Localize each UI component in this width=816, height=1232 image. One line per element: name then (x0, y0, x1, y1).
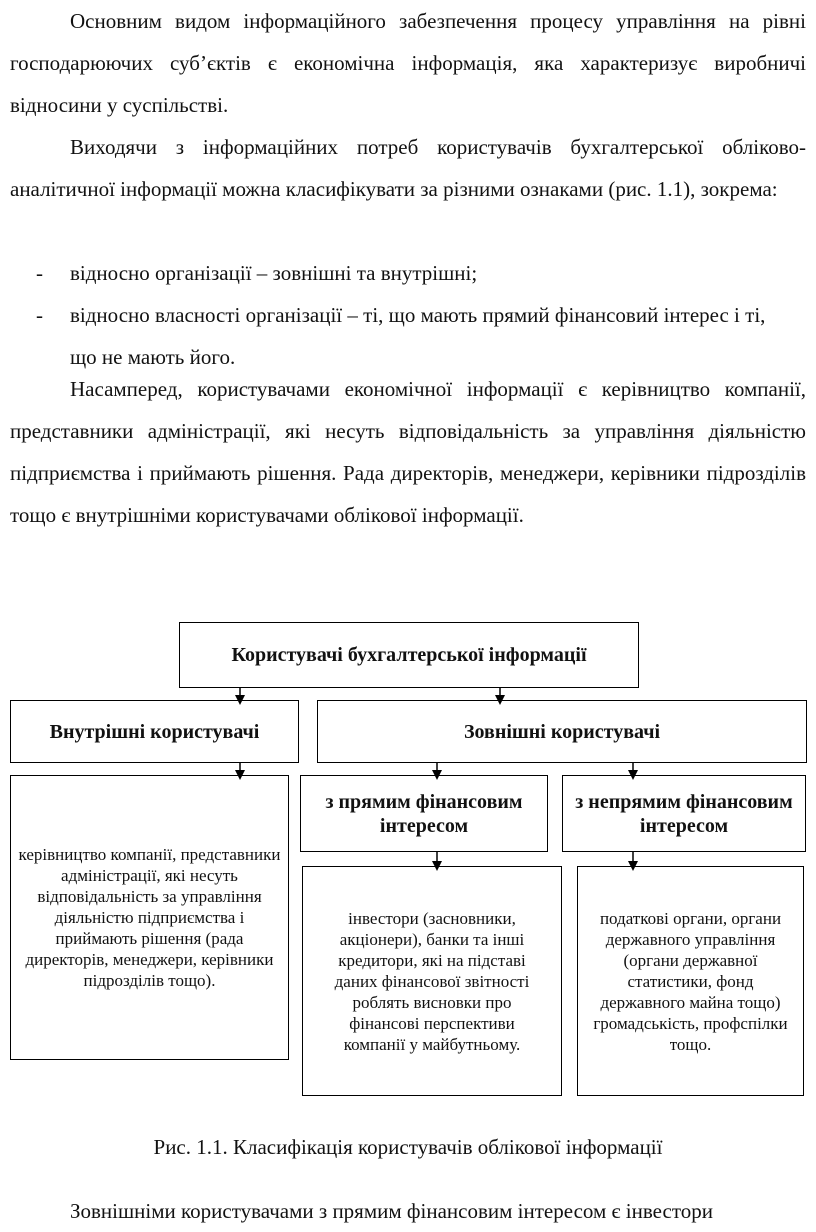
paragraph-4: Зовнішніми користувачами з прямим фінансовим інтересом є інвестори (70, 1199, 713, 1223)
direct-interest-box: з прямим фінансовим інтересом (300, 775, 548, 852)
list-item-text: відносно власності організації – ті, що мають прямий фінансовий інтерес і ті, що не мають його. (70, 303, 766, 369)
paragraph-1: Основним видом інформаційного забезпечення процесу управління на рівні господарюючих суб’єктів є економічна інформація, яка характеризує виробничі відносини у суспільстві. (10, 9, 806, 117)
paragraph-2: Виходячи з інформаційних потреб користувачів бухгалтерської обліково-аналітичної інформації можна класифікувати за різними ознаками (рис. 1.1), зокрема: (10, 135, 806, 201)
indirect-interest-description: податкові органи, органи державного управління (органи державної статистики, фонд державного майна тощо) громадськість, профспілки тощо. (577, 866, 804, 1096)
indirect-interest-box: з непрямим фінансовим інтересом (562, 775, 806, 852)
external-users-box: Зовнішні користувачі (317, 700, 807, 763)
list-dash: - (36, 261, 43, 285)
list-dash: - (36, 303, 43, 327)
paragraph-3: Насамперед, користувачами економічної інформації є керівництво компанії, представники адміністрації, які несуть відповідальність за управління діяльністю підприємства і приймають рішення. Рада директорів, менеджери, керівники підрозділів тощо є внутрішніми користувачами облікової інформації. (10, 377, 806, 527)
internal-users-description: керівництво компанії, представники адміністрації, які несуть відповідальність за управління діяльністю підприємства і приймають рішення (рада директорів, менеджери, керівники підрозділів тощо). (10, 775, 289, 1060)
root-box: Користувачі бухгалтерської інформації (179, 622, 639, 688)
internal-users-box: Внутрішні користувачі (10, 700, 299, 763)
figure-caption: Рис. 1.1. Класифікація користувачів облікової інформації (153, 1135, 663, 1159)
direct-interest-description: інвестори (засновники, акціонери), банки та інші кредитори, які на підставі даних фінансової звітності роблять висновки про фінансові перспективи компанії у майбутньому. (302, 866, 562, 1096)
list-item-text: відносно організації – зовнішні та внутрішні; (70, 261, 478, 285)
